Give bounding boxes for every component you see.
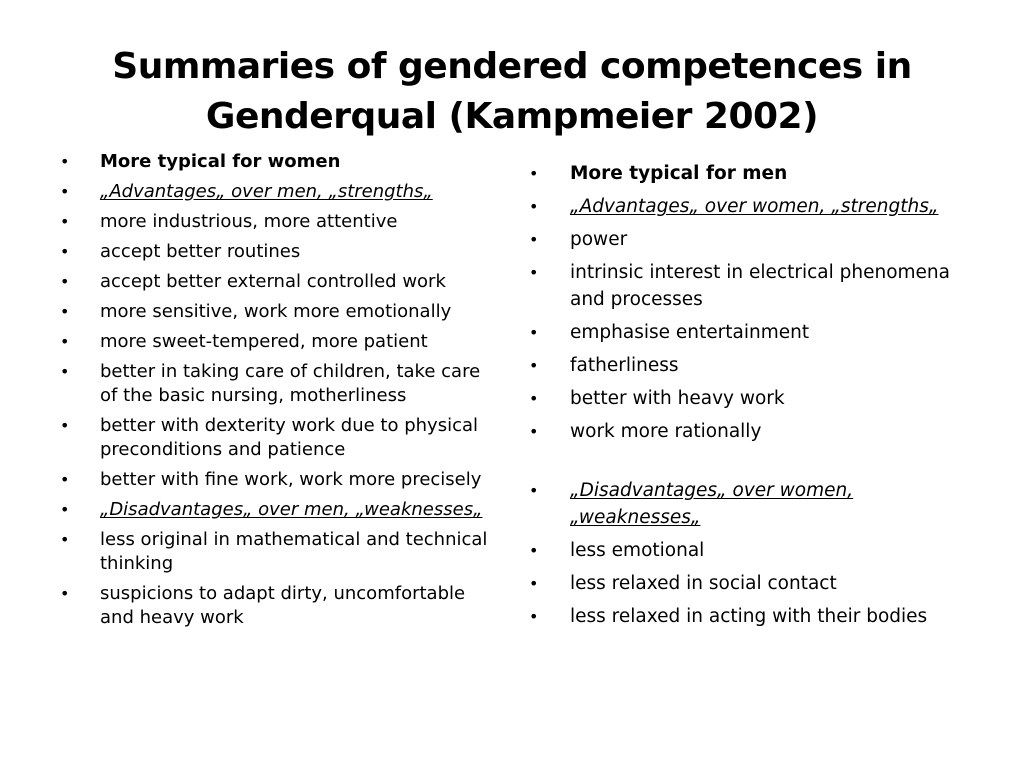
list-item bbox=[529, 570, 960, 597]
women-advantages-heading: „Advantages„ over men, „strengths„ bbox=[100, 181, 433, 202]
list-item bbox=[529, 385, 960, 412]
men-list bbox=[529, 160, 960, 636]
bullet-icon: • bbox=[60, 182, 70, 201]
bullet-icon: • bbox=[60, 272, 70, 291]
bullet-icon: • bbox=[60, 470, 70, 489]
list-item bbox=[60, 414, 495, 462]
women-heading: More typical for women bbox=[100, 151, 341, 172]
bullet-icon: • bbox=[529, 356, 539, 375]
men-heading: More typical for men bbox=[570, 163, 788, 184]
list-item bbox=[529, 352, 960, 379]
women-list bbox=[60, 150, 495, 636]
list-item-text: less emotional bbox=[570, 540, 705, 561]
list-item bbox=[529, 160, 960, 187]
men-advantages-heading: „Advantages„ over women, „strengths„ bbox=[570, 196, 939, 217]
list-item bbox=[529, 319, 960, 346]
list-item-text: work more rationally bbox=[570, 421, 762, 442]
list-item-text: fatherliness bbox=[570, 355, 679, 376]
list-item bbox=[529, 259, 960, 313]
bullet-icon: • bbox=[60, 416, 70, 435]
list-item bbox=[60, 528, 495, 576]
list-item bbox=[60, 300, 495, 324]
list-item bbox=[60, 210, 495, 234]
list-item bbox=[529, 418, 960, 445]
list-item bbox=[529, 226, 960, 253]
list-item bbox=[529, 603, 960, 630]
bullet-icon: • bbox=[529, 323, 539, 342]
list-item-text: more industrious, more attentive bbox=[100, 211, 398, 232]
list-item-text: less original in mathematical and technical thinking bbox=[100, 529, 488, 574]
bullet-icon: • bbox=[529, 389, 539, 408]
list-item bbox=[529, 477, 960, 531]
bullet-icon: • bbox=[529, 263, 539, 282]
bullet-icon: • bbox=[60, 152, 70, 171]
list-item bbox=[60, 330, 495, 354]
bullet-icon: • bbox=[529, 164, 539, 183]
list-item bbox=[60, 270, 495, 294]
bullet-icon: • bbox=[529, 197, 539, 216]
list-item bbox=[529, 537, 960, 564]
slide-title-line-1: Summaries of gendered competences in bbox=[112, 46, 912, 87]
list-item bbox=[60, 468, 495, 492]
list-item-text: suspicions to adapt dirty, uncomfortable and heavy work bbox=[100, 583, 466, 628]
list-item-text: better with heavy work bbox=[570, 388, 785, 409]
list-item-text: better with fine work, work more precisely bbox=[100, 469, 482, 490]
bullet-icon: • bbox=[60, 584, 70, 603]
list-item-text: less relaxed in acting with their bodies bbox=[570, 606, 928, 627]
list-item bbox=[60, 360, 495, 408]
list-item-text: accept better routines bbox=[100, 241, 301, 262]
men-disadvantages-heading: „Disadvantages„ over women, „weaknesses„ bbox=[570, 480, 854, 528]
bullet-icon: • bbox=[60, 332, 70, 351]
bullet-icon: • bbox=[60, 362, 70, 381]
bullet-icon: • bbox=[60, 242, 70, 261]
bullet-icon: • bbox=[60, 500, 70, 519]
slide-title-line-2: Genderqual (Kampmeier 2002) bbox=[205, 96, 819, 137]
bullet-icon: • bbox=[529, 230, 539, 249]
list-item bbox=[60, 240, 495, 264]
list-item bbox=[60, 180, 495, 204]
list-item-text: intrinsic interest in electrical phenomena and processes bbox=[570, 262, 950, 310]
slide-title bbox=[60, 42, 964, 142]
list-item-text: more sensitive, work more emotionally bbox=[100, 301, 452, 322]
women-disadvantages-heading: „Disadvantages„ over men, „weaknesses„ bbox=[100, 499, 483, 520]
bullet-icon: • bbox=[529, 607, 539, 626]
bullet-icon: • bbox=[529, 481, 539, 500]
list-item-text: better with dexterity work due to physical preconditions and patience bbox=[100, 415, 479, 460]
list-item-text: power bbox=[570, 229, 628, 250]
list-item-text: more sweet-tempered, more patient bbox=[100, 331, 428, 352]
bullet-icon: • bbox=[60, 530, 70, 549]
bullet-icon: • bbox=[60, 212, 70, 231]
bullet-icon: • bbox=[529, 574, 539, 593]
list-item bbox=[60, 582, 495, 630]
list-item bbox=[60, 498, 495, 522]
bullet-icon: • bbox=[60, 302, 70, 321]
list-item-text: accept better external controlled work bbox=[100, 271, 446, 292]
list-item bbox=[529, 193, 960, 220]
bullet-icon: • bbox=[529, 541, 539, 560]
list-item bbox=[60, 150, 495, 174]
list-item-text: emphasise entertainment bbox=[570, 322, 810, 343]
list-item-text: better in taking care of children, take care of the basic nursing, motherliness bbox=[100, 361, 481, 406]
list-item-text: less relaxed in social contact bbox=[570, 573, 837, 594]
bullet-icon: • bbox=[529, 422, 539, 441]
